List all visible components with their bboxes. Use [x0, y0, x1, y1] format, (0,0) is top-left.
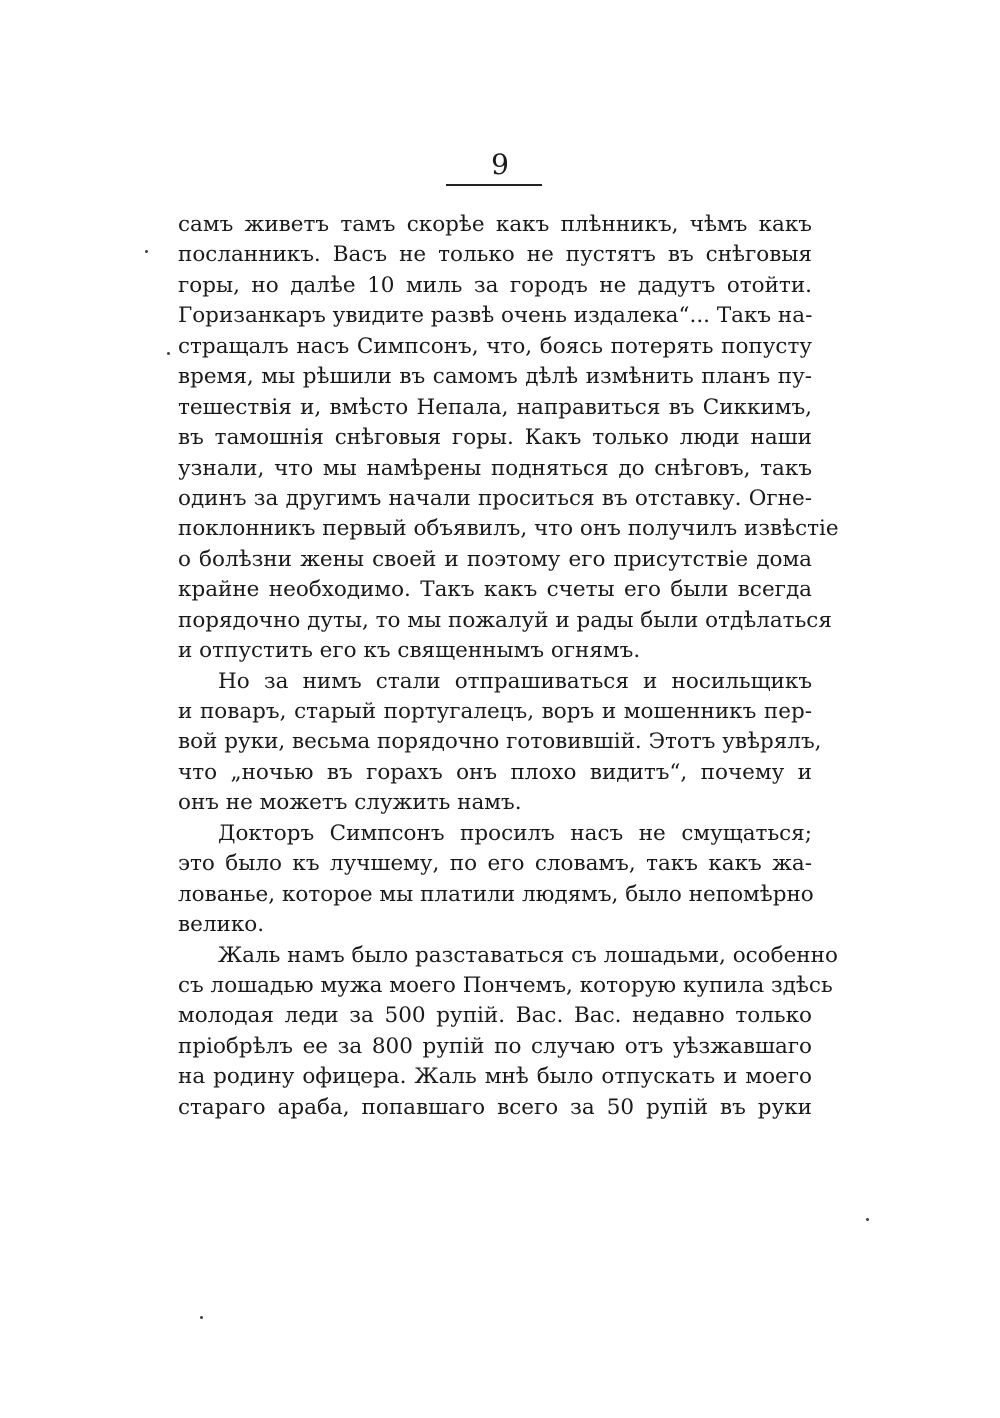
text-line: посланникъ. Васъ не только не пустятъ въ снѣговыя — [178, 242, 812, 268]
text-line: и поваръ, старый португалецъ, воръ и мошенникъ пер- — [178, 699, 812, 724]
text-line: пріобрѣлъ ее за 800 рупій по случаю отъ уѣзжавшаго — [178, 1033, 812, 1059]
text-line: въ тамошнія снѣговыя горы. Какъ только люди наши — [178, 425, 812, 451]
text-line: это было къ лучшему, по его словамъ, такъ какъ жа- — [178, 851, 812, 877]
text-line: Горизанкаръ увидите развѣ очень издалека“... Такъ на- — [178, 303, 813, 329]
text-line: велико. — [178, 912, 265, 938]
text-line: горы, но далѣе 10 миль за городъ не дадутъ отойти. — [178, 272, 812, 298]
text-line: стараго араба, попавшаго всего за 50 рупій въ руки — [178, 1094, 812, 1120]
paragraph — [178, 210, 839, 667]
text-line: Но за нимъ стали отпрашиваться и носильщикъ — [218, 668, 812, 694]
speck — [866, 1218, 869, 1221]
text-line: молодая леди за 500 рупій. Вас. Вас. недавно только — [178, 1003, 812, 1029]
text-line: порядочно дуты, то мы пожалуй и рады были отдѣлаться — [178, 607, 832, 633]
text-line: и отпустить его къ священнымъ огнямъ. — [178, 638, 641, 664]
speck — [145, 250, 148, 253]
text-line: время, мы рѣшили въ самомъ дѣлѣ измѣнить планъ пу- — [178, 364, 812, 390]
header-rule — [446, 184, 542, 186]
text-line: на родину офицера. Жаль мнѣ было отпускать и моего — [178, 1064, 812, 1090]
paragraph — [178, 667, 822, 819]
paragraph — [178, 941, 838, 1124]
text-line: вой руки, весьма порядочно готовившій. Этотъ увѣрялъ, — [178, 729, 822, 755]
text-line: самъ живетъ тамъ скорѣе какъ плѣнникъ, чѣмъ какъ — [178, 212, 812, 237]
text-line: съ лошадью мужа моего Пончемъ, которую купила здѣсь — [178, 972, 833, 998]
text-line: Жаль намъ было разставаться съ лошадьми, особенно — [218, 942, 838, 968]
text-line: крайне необходимо. Такъ какъ счеты его были всегда — [178, 577, 812, 603]
text-block — [178, 210, 839, 1123]
page-number: 9 — [491, 148, 509, 181]
text-line: узнали, что мы намѣрены подняться до снѣговъ, такъ — [178, 455, 812, 481]
text-line: о болѣзни жены своей и поэтому его присутствіе дома — [178, 546, 812, 572]
text-line: Докторъ Симпсонъ просилъ насъ не смущаться; — [218, 820, 812, 846]
speck — [167, 352, 170, 355]
text-line: тешествія и, вмѣсто Непала, направиться въ Сиккимъ, — [178, 394, 812, 420]
paragraph — [178, 819, 812, 941]
text-line: поклонникъ первый объявилъ, что онъ получилъ извѣстіе — [178, 516, 839, 542]
text-line: лованье, которое мы платили людямъ, было непомѣрно — [178, 881, 814, 907]
text-line: стращалъ насъ Симпсонъ, что, боясь потерять попусту — [178, 333, 812, 359]
text-line: что „ночью въ горахъ онъ плохо видитъ“, почему и — [178, 759, 812, 785]
speck — [200, 1316, 203, 1319]
text-line: одинъ за другимъ начали проситься въ отставку. Огне- — [178, 485, 812, 511]
text-line: онъ не можетъ служить намъ. — [178, 790, 522, 816]
